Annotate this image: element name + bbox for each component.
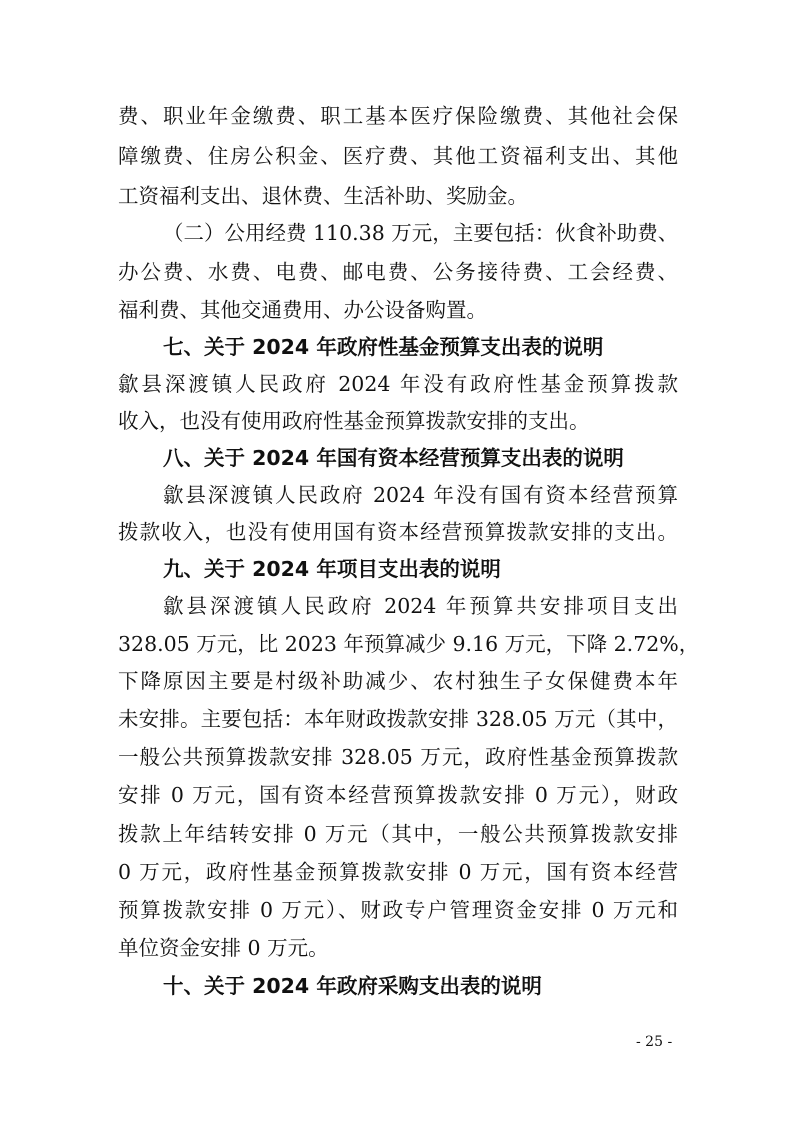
- text-line: 预算拨款安排 0 万元）、财政专户管理资金安排 0 万元和: [118, 898, 678, 922]
- text-line: 安排 0 万元，国有资本经营预算拨款安排 0 万元），财政: [118, 783, 678, 807]
- text-line: （二）公用经费 110.38 万元，主要包括：伙食补助费、: [163, 221, 679, 245]
- text-line: 歙县深渡镇人民政府 2024 年预算共安排项目支出: [163, 594, 678, 618]
- section-heading-7: 七、关于 2024 年政府性基金预算支出表的说明: [163, 335, 604, 359]
- text-line: 福利费、其他交通费用、办公设备购置。: [118, 298, 487, 322]
- page-number: - 25 -: [636, 1034, 673, 1050]
- text-line: 下降原因主要是村级补助减少、农村独生子女保健费本年: [118, 669, 678, 693]
- text-line: 拨款收入，也没有使用国有资本经营预算拨款安排的支出。: [118, 520, 678, 544]
- section-heading-9: 九、关于 2024 年项目支出表的说明: [163, 557, 501, 581]
- section-heading-8: 八、关于 2024 年国有资本经营预算支出表的说明: [163, 446, 624, 470]
- text-line: 歙县深渡镇人民政府 2024 年没有国有资本经营预算: [163, 483, 678, 507]
- text-line: 328.05 万元，比 2023 年预算减少 9.16 万元，下降 2.72%，: [118, 632, 700, 656]
- text-line: 单位资金安排 0 万元。: [118, 936, 329, 960]
- text-line: 费、职业年金缴费、职工基本医疗保险缴费、其他社会保: [118, 104, 678, 128]
- text-line: 0 万元，政府性基金预算拨款安排 0 万元，国有资本经营: [118, 860, 678, 884]
- text-line: 收入，也没有使用政府性基金预算拨款安排的支出。: [118, 409, 590, 433]
- text-line: 办公费、水费、电费、邮电费、公务接待费、工会经费、: [118, 260, 678, 284]
- text-line: 一般公共预算拨款安排 328.05 万元，政府性基金预算拨款: [118, 745, 678, 769]
- text-line: 未安排。主要包括：本年财政拨款安排 328.05 万元（其中，: [118, 707, 678, 731]
- text-line: 工资福利支出、退休费、生活补助、奖励金。: [118, 184, 528, 208]
- section-heading-10: 十、关于 2024 年政府采购支出表的说明: [163, 974, 542, 998]
- text-line: 歙县深渡镇人民政府 2024 年没有政府性基金预算拨款: [118, 372, 678, 396]
- text-line: 拨款上年结转安排 0 万元（其中，一般公共预算拨款安排: [118, 822, 678, 846]
- text-line: 障缴费、住房公积金、医疗费、其他工资福利支出、其他: [118, 144, 678, 168]
